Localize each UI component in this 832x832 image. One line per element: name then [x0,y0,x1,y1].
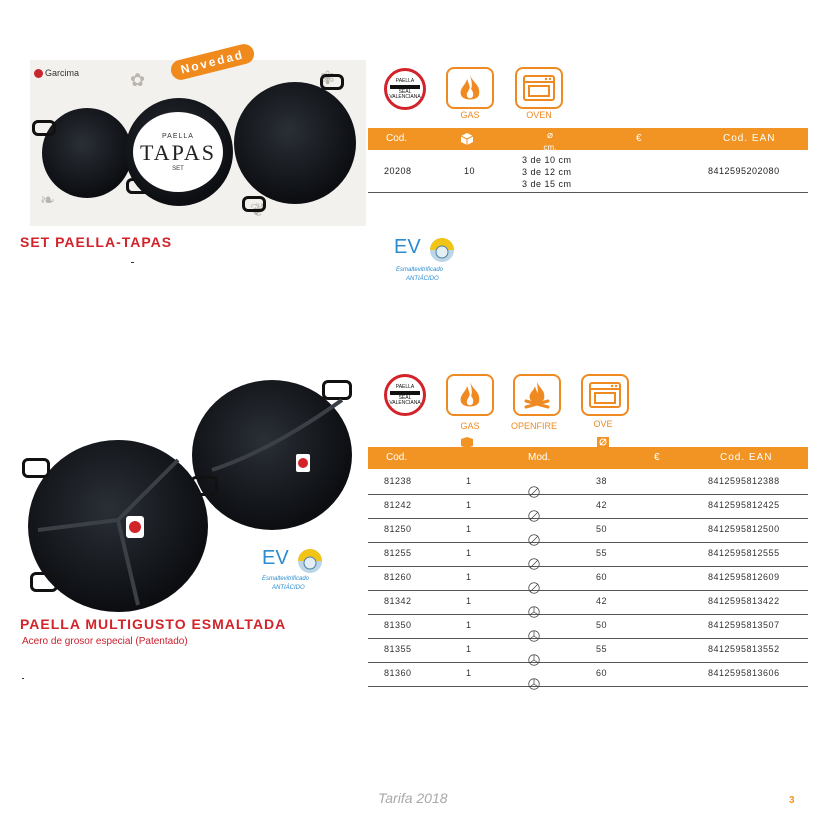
ev-mark: EV [262,547,289,569]
seal-text: PAELLA [395,383,415,390]
diameter-line: 3 de 10 cm [522,155,572,165]
seal-text: PAELLA [395,77,415,84]
cell-size: 42 [596,500,608,510]
table-row [368,590,808,615]
diameter-line: 3 de 15 cm [522,179,572,189]
oven-label: OVEN [526,110,552,120]
oven-icon [581,374,629,416]
oven-label: OVE [593,419,613,429]
cell-size: 60 [596,668,608,678]
diameter-icon [596,435,610,457]
cell-ean: 8412595813422 [708,596,780,606]
cell-box: 1 [466,500,472,510]
cell-cod: 20208 [384,166,412,176]
cell-box: 1 [466,596,472,606]
label-line3: SET [172,165,184,172]
cell-box: 1 [466,548,472,558]
cell-cod: 81360 [384,668,412,678]
sketch-decoration: ❦ [250,200,266,220]
open-fire-icon [513,374,561,416]
label-line1: PAELLA [162,132,194,140]
gas-label: GAS [460,421,480,431]
sketch-decoration: ✾ [320,68,336,88]
seal-text: VALENCIANA [389,93,421,100]
cell-size: 60 [596,572,608,582]
cell-ean: 8412595812609 [708,572,780,582]
th-price: € [654,452,660,463]
cell-box: 1 [466,668,472,678]
cell-cod: 81242 [384,500,412,510]
diameter-line: 3 de 12 cm [522,167,572,177]
cell-cod: 81238 [384,476,412,486]
cell-diameter [522,154,572,190]
cell-cod: 81255 [384,548,412,558]
large-paella-pan [234,82,356,204]
product-image-set-paella-tapas [30,60,366,226]
seal-bar [390,391,420,395]
cell-size: 38 [596,476,608,486]
cell-box: 1 [466,476,472,486]
ev-line1: Esmaltevitrificado [262,576,310,582]
th-ean: Cod. EAN [720,452,773,463]
pan-divider [28,440,208,612]
label-line2: TAPAS [140,139,216,165]
sketch-decoration: ✿ [130,70,146,90]
cell-ean: 8412595813552 [708,644,780,654]
pan-label-sticker [296,454,310,472]
th-diameter [538,130,562,152]
cell-size: 42 [596,596,608,606]
cell-box: 1 [466,644,472,654]
cell-cod: 81250 [384,524,412,534]
dot-mark [131,262,134,263]
pan-handle [242,196,266,212]
brand-dot-icon [34,69,43,78]
table-row [368,566,808,591]
brand-logo [34,68,79,78]
novedad-badge: Novedad [169,42,256,82]
cell-cod: 81350 [384,620,412,630]
box-icon [460,128,474,150]
cell-ean: 8412595202080 [708,166,780,176]
seal-text: SEAL [398,394,412,401]
product2-title: PAELLA MULTIGUSTO ESMALTADA [20,616,287,632]
footer-text: Tarifa 2018 [378,790,448,806]
table-row [368,470,808,495]
cell-size: 55 [596,644,608,654]
th-diameter-unit: cm. [543,143,557,152]
tapas-set-label [133,112,223,192]
cell-ean: 8412595812388 [708,476,780,486]
dot-mark [22,678,24,679]
table-row [368,662,808,687]
three-section-icon [528,678,540,690]
box-icon [460,435,474,457]
ev-enamel-logo [394,236,474,282]
cell-cod: 81342 [384,596,412,606]
product1-title: SET PAELLA-TAPAS [20,234,173,250]
cell-box: 1 [466,572,472,582]
pan-divider [192,380,352,530]
cell-cod: 81260 [384,572,412,582]
oven-icon [515,67,563,109]
paella-seal-icon [384,374,426,416]
th-cod: Cod. [386,133,408,144]
cell-ean: 8412595813606 [708,668,780,678]
ev-line2: ANTIÁCIDO [406,276,439,282]
th-ean: Cod. EAN [723,133,776,144]
ev-line2: ANTIÁCIDO [272,585,305,591]
page-number: 3 [789,795,795,806]
cell-ean: 8412595812555 [708,548,780,558]
th-price: € [636,133,642,144]
cell-size: 50 [596,524,608,534]
diameter-icon: ⌀ [546,130,554,141]
seal-text: SEAL [398,88,412,95]
pan-label-sticker [126,516,144,538]
table2-header [368,447,808,469]
gas-flame-icon [446,67,494,109]
gas-flame-icon [446,374,494,416]
gas-label: GAS [460,110,480,120]
cell-size: 55 [596,548,608,558]
cell-box: 1 [466,524,472,534]
product2-subtitle: Acero de grosor especial (Patentado) [22,636,188,647]
table-row [368,638,808,663]
table-row [368,152,808,193]
sketch-decoration: ❧ [40,190,56,210]
th-cod: Cod. [386,452,408,463]
cell-ean: 8412595812500 [708,524,780,534]
table-row [368,518,808,543]
openfire-label: OPENFIRE [510,421,557,431]
cell-size: 50 [596,620,608,630]
ev-line1: Esmaltevitrificado [396,267,444,273]
ev-mark: EV [394,236,421,258]
table-row [368,614,808,639]
paella-seal-icon [384,68,426,110]
cell-cod: 81355 [384,644,412,654]
th-mod: Mod. [528,452,551,463]
ev-enamel-logo [262,547,342,591]
cell-ean: 8412595813507 [708,620,780,630]
seal-text: VALENCIANA [389,399,421,406]
table1-header [368,128,808,150]
cell-box: 1 [466,620,472,630]
seal-bar [390,85,420,89]
table-row [368,494,808,519]
table-row [368,542,808,567]
pan-handle [320,74,344,90]
cell-box: 10 [464,166,476,176]
small-paella-pan [42,108,132,198]
pan-handle [32,120,56,136]
cell-ean: 8412595812425 [708,500,780,510]
brand-name: Garcima [45,68,80,78]
